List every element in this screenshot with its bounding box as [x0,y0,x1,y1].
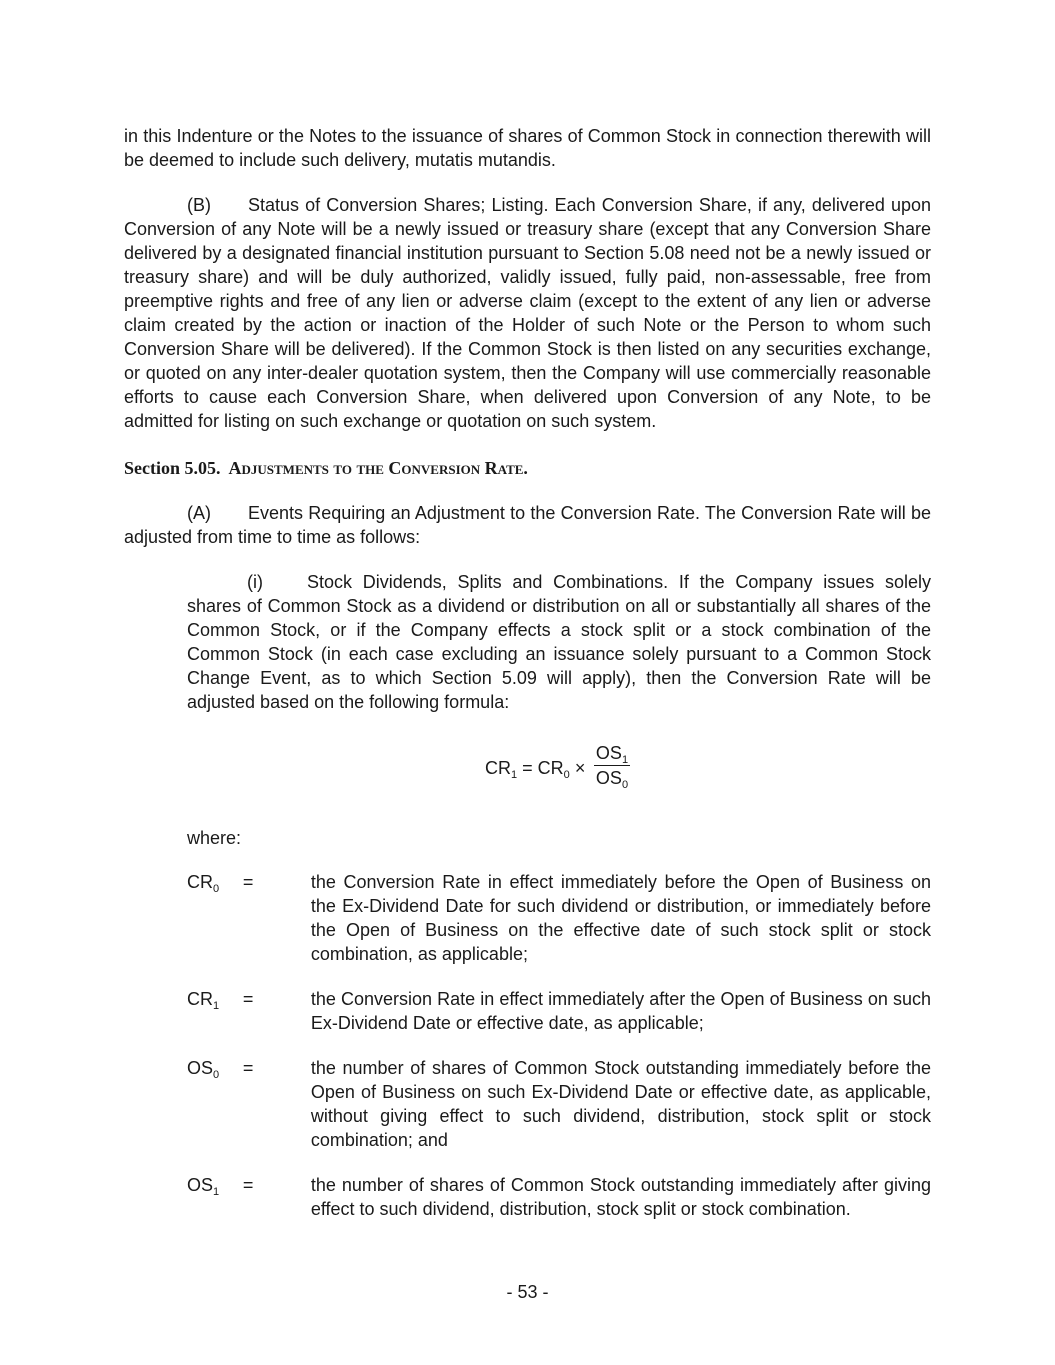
paragraph-i-label: (i) [247,572,263,592]
definition-text: the number of shares of Common Stock outstanding immediately after giving effect to such dividend, distribution, stock split or stock combination. [310,1175,931,1219]
definition-term: $OS_1$ [187,1175,220,1198]
section-title: Adjustments to the Conversion Rate. [228,458,528,478]
definitions-list [187,870,931,1221]
definition-term: $CR_1$ [187,989,220,1012]
definition-equals: = [242,989,254,1009]
definition-item [187,870,931,966]
paragraph-b-text: Status of Conversion Shares; Listing. Each Conversion Share, if any, delivered upon Conversion of any Note will be a newly issued or treasury share (except that any Conversion Share delivered by a designated financial institution pursuant to Section 5.08 need not be a newly issued or treasury share) and will be duly authorized, validly issued, fully paid, non-assessable, free from preemptive rights and free of any lien or adverse claim (except to the extent of any lien or adverse claim created by the action or inaction of the Holder of such Note or the Person to whom such Conversion Share will be delivered). If the Common Stock is then listed on any securities exchange, or quoted on any inter-dealer quotation system, then the Company will use commercially reasonable efforts to cause each Conversion Share, when delivered upon Conversion of any Note, to be admitted for listing on such exchange or quotation on such system. [124,195,931,431]
definition-item [187,1173,931,1221]
paragraph-a-label: (A) [187,503,211,523]
definition-term: $CR_0$ [187,872,220,895]
document-page [124,124,931,1242]
section-heading [124,456,931,480]
definition-equals: = [242,872,254,892]
definition-text: the number of shares of Common Stock outstanding immediately before the Open of Business on such Ex-Dividend Date or effective date, as applicable, without giving effect to such dividend, distribution, stock split or stock combination; and [310,1058,931,1150]
formula-numerator: $OS_1$ [595,743,629,766]
paragraph-a-text: Events Requiring an Adjustment to the Conversion Rate. The Conversion Rate will be adjusted from time to time as follows: [124,503,931,547]
formula-denominator: $OS_0$ [595,768,629,791]
paragraph-i-text: Stock Dividends, Splits and Combinations. If the Company issues solely shares of Common Stock as a dividend or distribution on all or substantially all shares of the Common Stock, or if the Company effects a stock split or a stock combination of the Common Stock (in each case excluding an issuance solely pursuant to a Common Stock Change Event, as to which Section 5.09 will apply), then the Conversion Rate will be adjusted based on the following formula: [187,572,931,712]
paragraph-a [124,501,931,549]
where-label: where: [187,828,242,848]
definition-term: $OS_0$ [187,1058,220,1081]
definition-text: the Conversion Rate in effect immediately after the Open of Business on such Ex-Dividend Date or effective date, as applicable; [310,989,931,1033]
paragraph-b [124,193,931,433]
paragraph-i [187,570,931,714]
section-number: Section 5.05. [124,458,221,478]
definition-text: the Conversion Rate in effect immediately before the Open of Business on the Ex-Dividend Date for such dividend or distribution, or immediately before the Open of Business on the effective date of such stock split or stock combination, as applicable; [310,872,931,964]
paragraph-continuation: in this Indenture or the Notes to the issuance of shares of Common Stock in connection therewith will be deemed to include such delivery, mutatis mutandis. [124,126,931,170]
paragraph-b-label: (B) [187,195,211,215]
definition-item [187,987,931,1035]
page-number: - 53 - [506,1282,549,1302]
definition-equals: = [242,1058,254,1078]
definition-equals: = [242,1175,254,1195]
conversion-formula [124,739,931,797]
formula-fraction [594,742,630,789]
definition-item [187,1056,931,1152]
formula-lhs: $CR_1 = CR_0$ × [485,758,586,781]
